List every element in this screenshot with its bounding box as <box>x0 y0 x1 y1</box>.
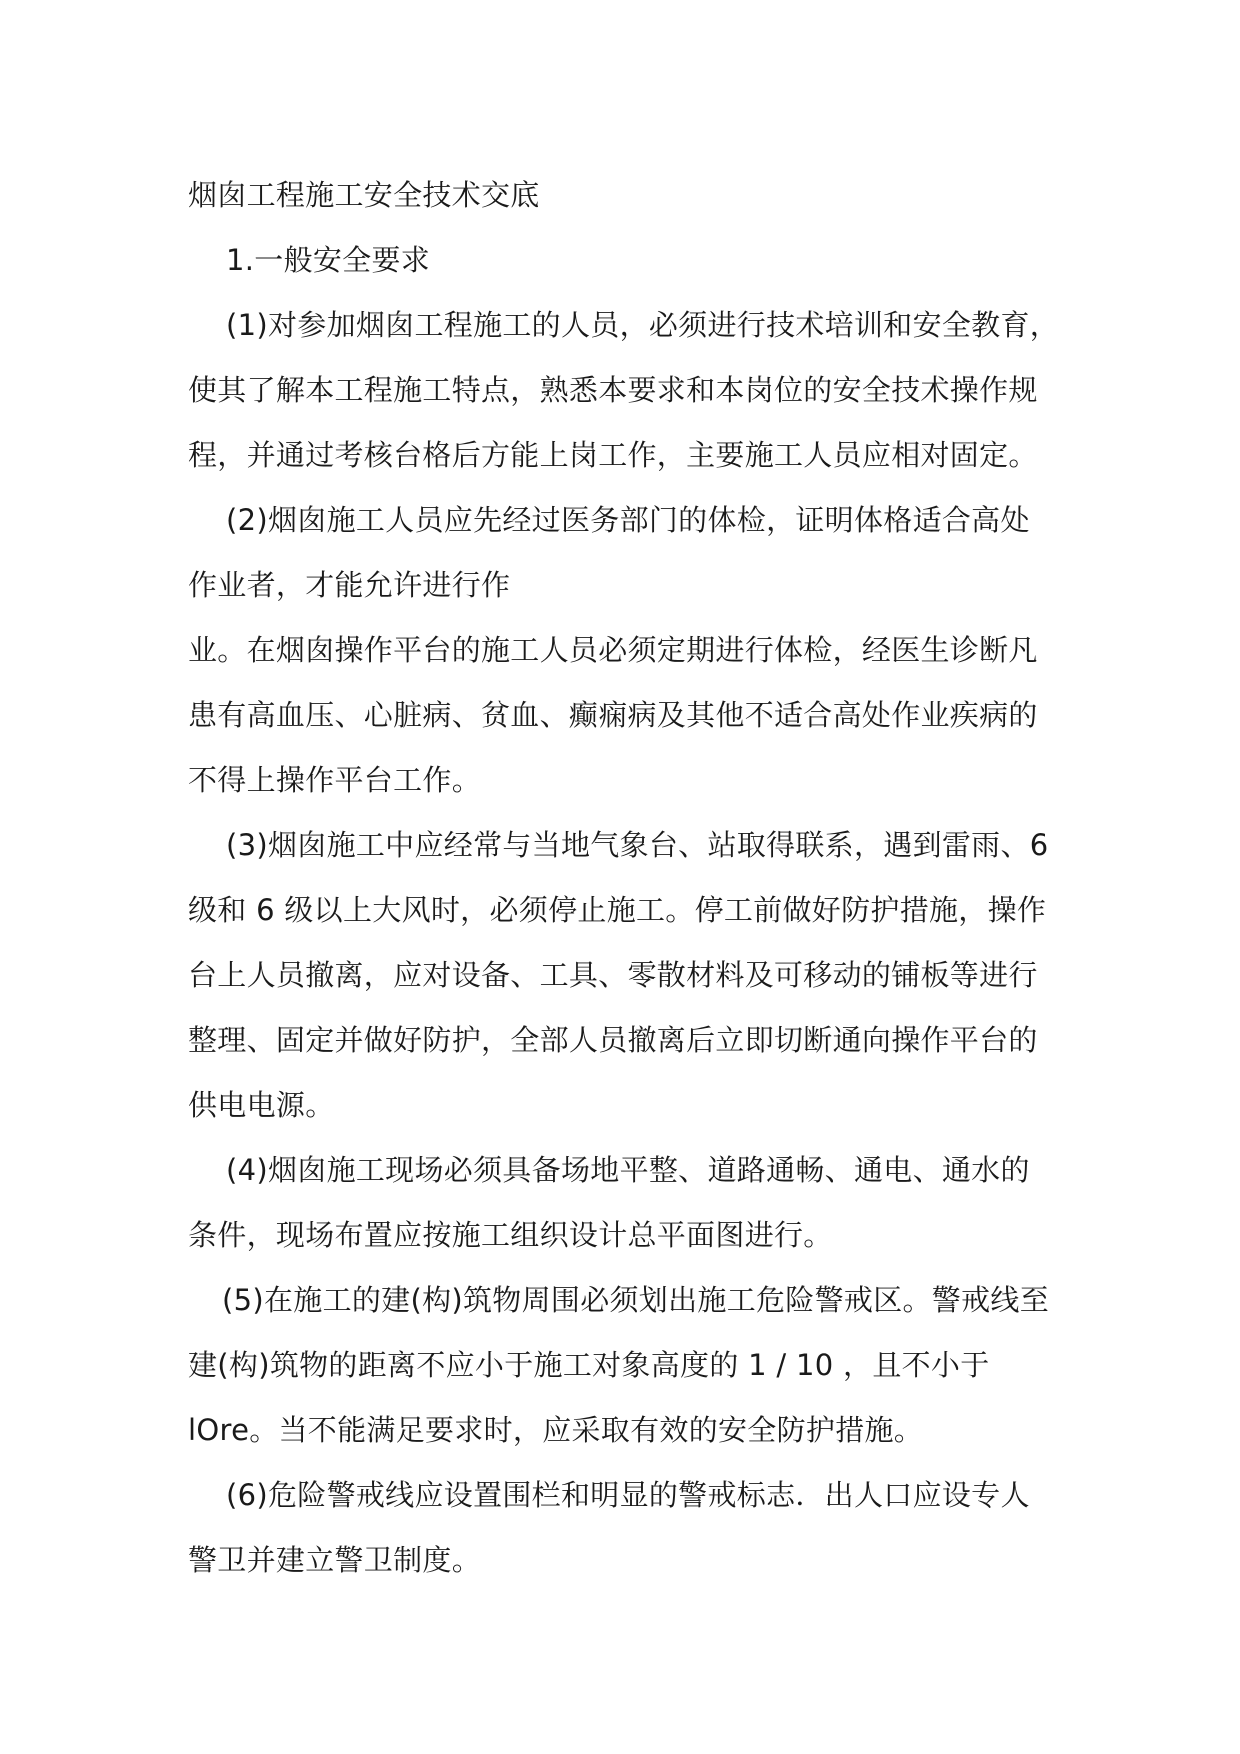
paragraph-line: 业。在烟囱操作平台的施工人员必须定期进行体检，经医生诊断凡 <box>188 633 1038 667</box>
paragraph-line: lOre。当不能满足要求时，应采取有效的安全防护措施。 <box>188 1413 924 1447</box>
paragraph-line: 警卫并建立警卫制度。 <box>188 1543 482 1577</box>
paragraph-line: (5)在施工的建(构)筑物周围必须划出施工危险警戒区。警戒线至 <box>222 1283 1050 1317</box>
paragraph-line: (1)对参加烟囱工程施工的人员，必须进行技术培训和安全教育， <box>226 308 1060 342</box>
paragraph-line: 不得上操作平台工作。 <box>188 763 482 797</box>
paragraph-line: 级和 6 级以上大风时，必须停止施工。停工前做好防护措施，操作 <box>188 893 1047 927</box>
paragraph-line: 供电电源。 <box>188 1088 335 1122</box>
paragraph-line: (3)烟囱施工中应经常与当地气象台、站取得联系，遇到雷雨、6 <box>226 828 1049 862</box>
paragraph-line: 整理、固定并做好防护，全部人员撤离后立即切断通向操作平台的 <box>188 1023 1038 1057</box>
paragraph-line: 患有高血压、心脏病、贫血、癫痫病及其他不适合高处作业疾病的 <box>188 698 1038 732</box>
paragraph-line: 程，并通过考核台格后方能上岗工作，主要施工人员应相对固定。 <box>188 438 1038 472</box>
paragraph-line: (6)危险警戒线应设置围栏和明显的警戒标志．出人口应设专人 <box>226 1478 1030 1512</box>
paragraph-line: 作业者，才能允许进行作 <box>188 568 511 602</box>
paragraph-line: 使其了解本工程施工特点，熟悉本要求和本岗位的安全技术操作规 <box>188 373 1038 407</box>
paragraph-line: 台上人员撤离，应对设备、工具、零散材料及可移动的铺板等进行 <box>188 958 1038 992</box>
section-heading: 1.一般安全要求 <box>226 243 431 277</box>
paragraph-line: 条件，现场布置应按施工组织设计总平面图进行。 <box>188 1218 833 1252</box>
paragraph-line: (4)烟囱施工现场必须具备场地平整、道路通畅、通电、通水的 <box>226 1153 1030 1187</box>
paragraph-line: 建(构)筑物的距离不应小于施工对象高度的 1 / 10 ，且不小于 <box>188 1348 990 1382</box>
paragraph-line: (2)烟囱施工人员应先经过医务部门的体检，证明体格适合高处 <box>226 503 1030 537</box>
document-title: 烟囱工程施工安全技术交底 <box>188 178 540 212</box>
